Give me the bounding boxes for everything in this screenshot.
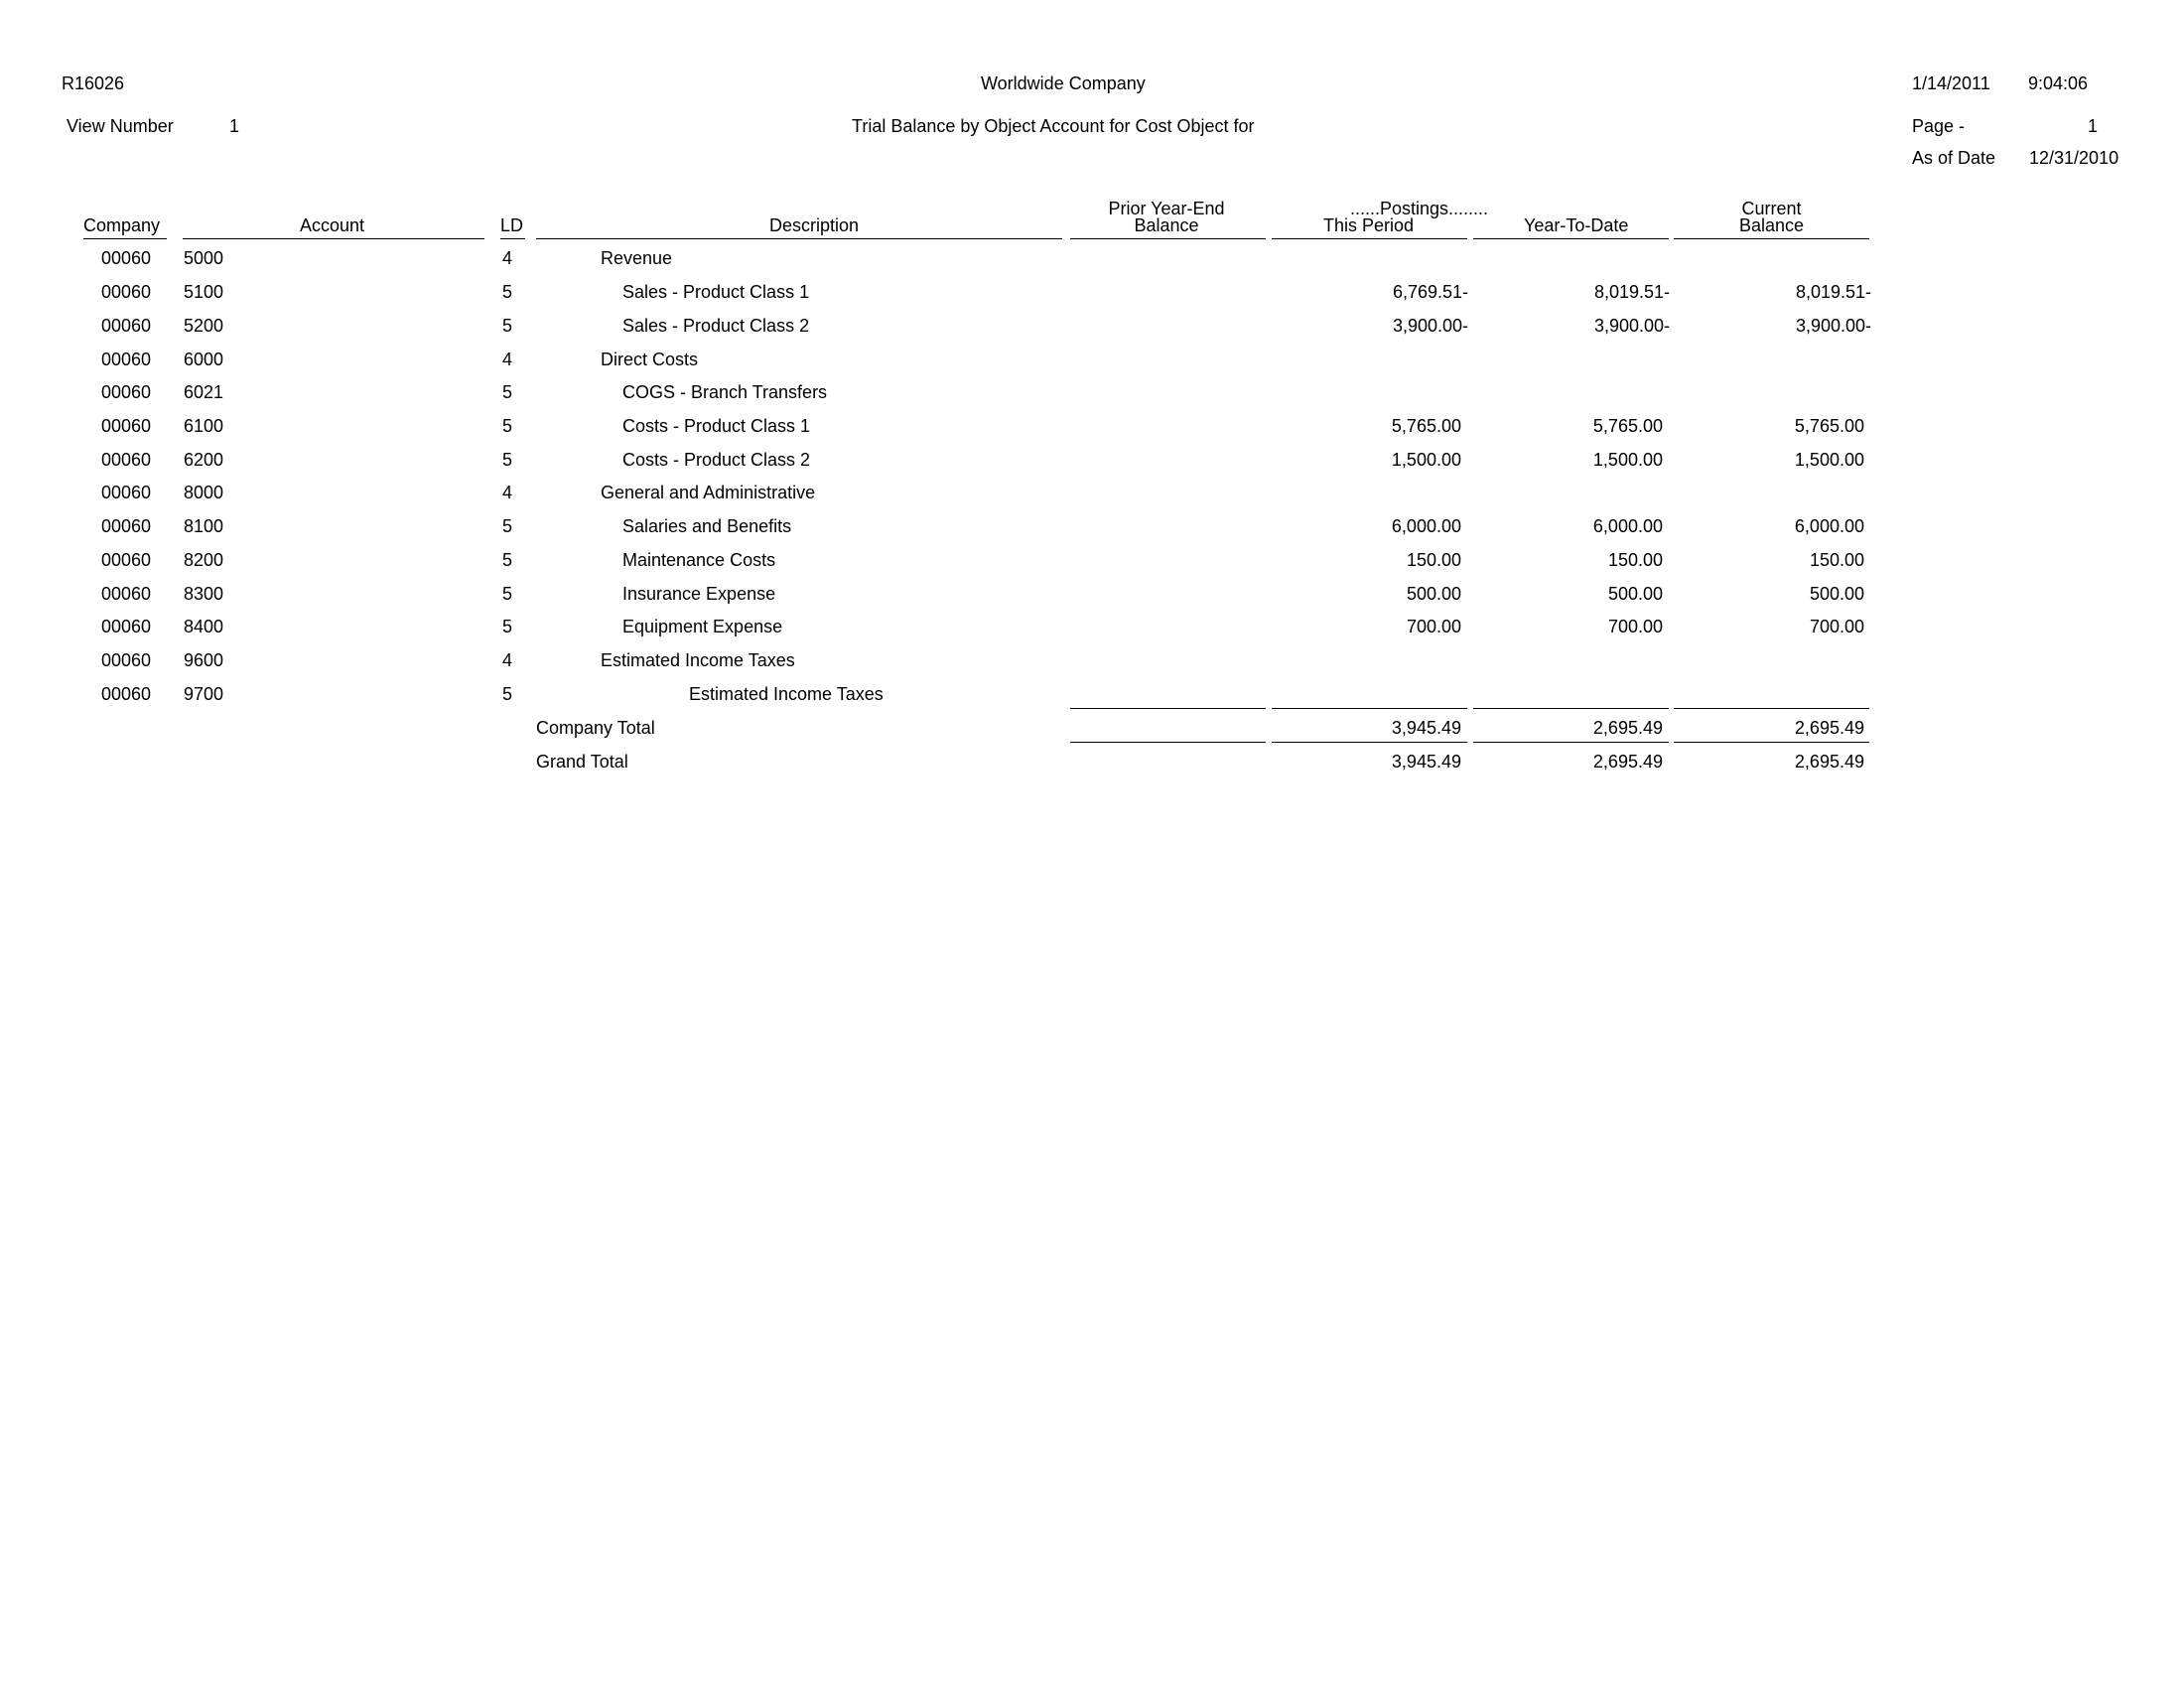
table-row — [0, 383, 2184, 407]
page-label: Page - — [1912, 116, 1966, 136]
cell-company: 00060 — [101, 382, 152, 402]
total-underline-this-period — [1272, 742, 1467, 743]
col-ytd: Year-To-Date — [1524, 215, 1629, 235]
cell-account: 8100 — [184, 516, 224, 536]
total-rule-this-period — [1272, 708, 1467, 709]
cell-current: 1,500.00 — [1794, 450, 1864, 470]
report-title: Trial Balance by Object Account for Cost Object for — [852, 116, 1255, 136]
cell-company: 00060 — [101, 550, 152, 570]
cell-ld: 5 — [502, 584, 513, 604]
cell-ld: 5 — [502, 516, 513, 536]
col-ld-underline — [500, 238, 525, 239]
cell-account: 8200 — [184, 550, 224, 570]
company-total-row — [0, 719, 2184, 743]
cell-account: 9600 — [184, 650, 224, 670]
col-account-underline — [183, 238, 484, 239]
cell-account: 6021 — [184, 382, 224, 402]
cell-this-period: 150.00 — [1406, 550, 1461, 570]
cell-company: 00060 — [101, 684, 152, 704]
cell-company: 00060 — [101, 450, 152, 470]
cell-ytd: 3,900.00- — [1593, 316, 1670, 336]
cell-ld: 4 — [502, 248, 513, 268]
cell-company: 00060 — [101, 650, 152, 670]
view-number-value: 1 — [229, 116, 240, 136]
cell-description: Costs - Product Class 1 — [622, 416, 811, 436]
col-company-underline — [83, 238, 167, 239]
view-number-label: View Number — [67, 116, 174, 136]
col-prior-underline — [1070, 238, 1266, 239]
cell-description: Maintenance Costs — [622, 550, 776, 570]
cell-account: 5100 — [184, 282, 224, 302]
cell-current: 3,900.00- — [1795, 316, 1871, 336]
col-description-underline — [536, 238, 1062, 239]
cell-this-period: 1,500.00 — [1391, 450, 1461, 470]
table-row — [0, 484, 2184, 507]
table-row — [0, 618, 2184, 641]
col-this-period-underline — [1272, 238, 1467, 239]
cell-ld: 4 — [502, 350, 513, 369]
cell-description: Costs - Product Class 2 — [622, 450, 811, 470]
table-row — [0, 451, 2184, 475]
cell-this-period: 3,900.00- — [1392, 316, 1468, 336]
cell-ld: 5 — [502, 550, 513, 570]
cell-ytd: 500.00 — [1607, 584, 1663, 604]
col-prior-line1: Prior Year-End — [1108, 199, 1225, 218]
cell-description: COGS - Branch Transfers — [622, 382, 828, 402]
page-number: 1 — [2088, 116, 2099, 136]
cell-description: Equipment Expense — [622, 617, 783, 636]
cell-current: 500.00 — [1809, 584, 1864, 604]
total-rule-current — [1674, 708, 1869, 709]
cell-account: 8400 — [184, 617, 224, 636]
cell-account: 8300 — [184, 584, 224, 604]
cell-company: 00060 — [101, 617, 152, 636]
cell-this-period: 6,000.00 — [1391, 516, 1461, 536]
col-description: Description — [769, 215, 860, 235]
cell-description: Estimated Income Taxes — [689, 684, 884, 704]
table-row — [0, 685, 2184, 709]
table-row — [0, 283, 2184, 307]
as-of-date-value: 12/31/2010 — [2029, 148, 2119, 168]
cell-account: 5000 — [184, 248, 224, 268]
as-of-date-label: As of Date — [1912, 148, 1996, 168]
cell-account: 9700 — [184, 684, 224, 704]
cell-this-period: 5,765.00 — [1391, 416, 1461, 436]
cell-ld: 5 — [502, 617, 513, 636]
col-postings-group: ......Postings........ — [1350, 199, 1489, 218]
cell-current: 6,000.00 — [1794, 516, 1864, 536]
total-rule-prior — [1070, 708, 1266, 709]
cell-account: 6000 — [184, 350, 224, 369]
cell-ld: 5 — [502, 316, 513, 336]
table-row — [0, 317, 2184, 341]
run-date: 1/14/2011 — [1912, 73, 1990, 93]
cell-current: 150.00 — [1809, 550, 1864, 570]
table-row — [0, 351, 2184, 374]
cell-ytd: 150.00 — [1607, 550, 1663, 570]
col-ytd-underline — [1473, 238, 1669, 239]
total-underline-current — [1674, 742, 1869, 743]
cell-description: Insurance Expense — [622, 584, 776, 604]
cell-ytd: 1,500.00 — [1592, 450, 1663, 470]
cell-ytd: 6,000.00 — [1592, 516, 1663, 536]
cell-current: 700.00 — [1809, 617, 1864, 636]
total-rule-ytd — [1473, 708, 1669, 709]
company-total-label: Company Total — [536, 718, 655, 738]
cell-account: 6200 — [184, 450, 224, 470]
cell-ld: 5 — [502, 450, 513, 470]
cell-description: Salaries and Benefits — [622, 516, 792, 536]
col-account: Account — [300, 215, 365, 235]
company-name: Worldwide Company — [981, 73, 1146, 93]
cell-this-period: 500.00 — [1406, 584, 1461, 604]
cell-company: 00060 — [101, 350, 152, 369]
grand-total-row — [0, 753, 2184, 776]
total-underline-ytd — [1473, 742, 1669, 743]
col-current-line2: Balance — [1738, 215, 1805, 235]
cell-ytd: 700.00 — [1607, 617, 1663, 636]
col-ld: LD — [500, 215, 524, 235]
total-underline-prior — [1070, 742, 1266, 743]
table-row — [0, 517, 2184, 541]
cell-ld: 5 — [502, 282, 513, 302]
cell-description: Sales - Product Class 1 — [622, 282, 810, 302]
cell-current: 5,765.00 — [1794, 416, 1864, 436]
cell-this-period: 6,769.51- — [1392, 282, 1468, 302]
col-current-underline — [1674, 238, 1869, 239]
cell-ld: 5 — [502, 416, 513, 436]
cell-account: 8000 — [184, 483, 224, 502]
cell-description: Estimated Income Taxes — [601, 650, 795, 670]
cell-ytd: 5,765.00 — [1592, 416, 1663, 436]
cell-current: 8,019.51- — [1795, 282, 1871, 302]
grand-total-label: Grand Total — [536, 752, 628, 772]
table-row — [0, 585, 2184, 609]
cell-ld: 5 — [502, 684, 513, 704]
run-time: 9:04:06 — [2028, 73, 2089, 93]
cell-company: 00060 — [101, 248, 152, 268]
cell-description: Revenue — [601, 248, 673, 268]
cell-ld: 5 — [502, 382, 513, 402]
grand-total-ytd: 2,695.49 — [1592, 752, 1663, 772]
cell-account: 5200 — [184, 316, 224, 336]
company-total-this-period: 3,945.49 — [1391, 718, 1461, 738]
table-row — [0, 417, 2184, 441]
report-id: R16026 — [62, 73, 125, 93]
table-row — [0, 551, 2184, 575]
cell-company: 00060 — [101, 316, 152, 336]
cell-ld: 4 — [502, 483, 513, 502]
company-total-current: 2,695.49 — [1794, 718, 1864, 738]
cell-ld: 4 — [502, 650, 513, 670]
col-current-line1: Current — [1741, 199, 1802, 218]
cell-description: Sales - Product Class 2 — [622, 316, 810, 336]
cell-description: Direct Costs — [601, 350, 699, 369]
cell-ytd: 8,019.51- — [1593, 282, 1670, 302]
cell-description: General and Administrative — [601, 483, 816, 502]
col-this-period: This Period — [1323, 215, 1415, 235]
cell-account: 6100 — [184, 416, 224, 436]
cell-company: 00060 — [101, 282, 152, 302]
grand-total-this-period: 3,945.49 — [1391, 752, 1461, 772]
cell-company: 00060 — [101, 516, 152, 536]
company-total-ytd: 2,695.49 — [1592, 718, 1663, 738]
cell-company: 00060 — [101, 584, 152, 604]
table-row — [0, 249, 2184, 273]
cell-company: 00060 — [101, 483, 152, 502]
cell-this-period: 700.00 — [1406, 617, 1461, 636]
col-company: Company — [83, 215, 161, 235]
table-row — [0, 651, 2184, 675]
cell-company: 00060 — [101, 416, 152, 436]
grand-total-current: 2,695.49 — [1794, 752, 1864, 772]
col-prior-line2: Balance — [1134, 215, 1199, 235]
